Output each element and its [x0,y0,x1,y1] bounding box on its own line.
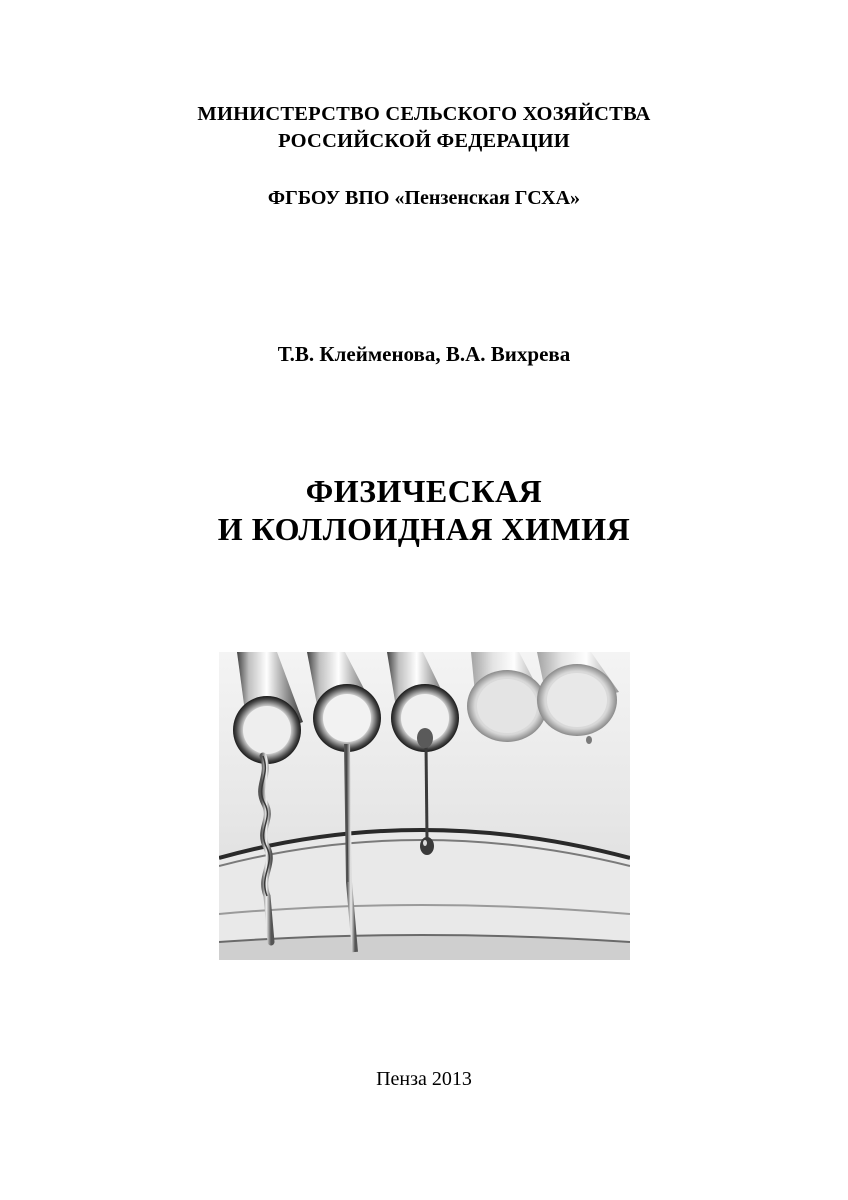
ministry-line-1: МИНИСТЕРСТВО СЕЛЬСКОГО ХОЗЯЙСТВА [197,103,651,125]
test-tubes-photo-icon [219,652,630,960]
ministry-header [0,101,848,155]
title-line-2: И КОЛЛОИДНАЯ ХИМИЯ [217,511,631,547]
book-title [0,472,848,548]
ministry-line-2: РОССИЙСКОЙ ФЕДЕРАЦИИ [278,130,570,152]
city-year: Пенза 2013 [376,1068,472,1090]
institution-name: ФГБОУ ВПО «Пензенская ГСХА» [267,187,581,209]
authors: Т.В. Клейменова, В.А. Вихрева [277,342,571,366]
title-line-1: ФИЗИЧЕСКАЯ [305,473,543,509]
